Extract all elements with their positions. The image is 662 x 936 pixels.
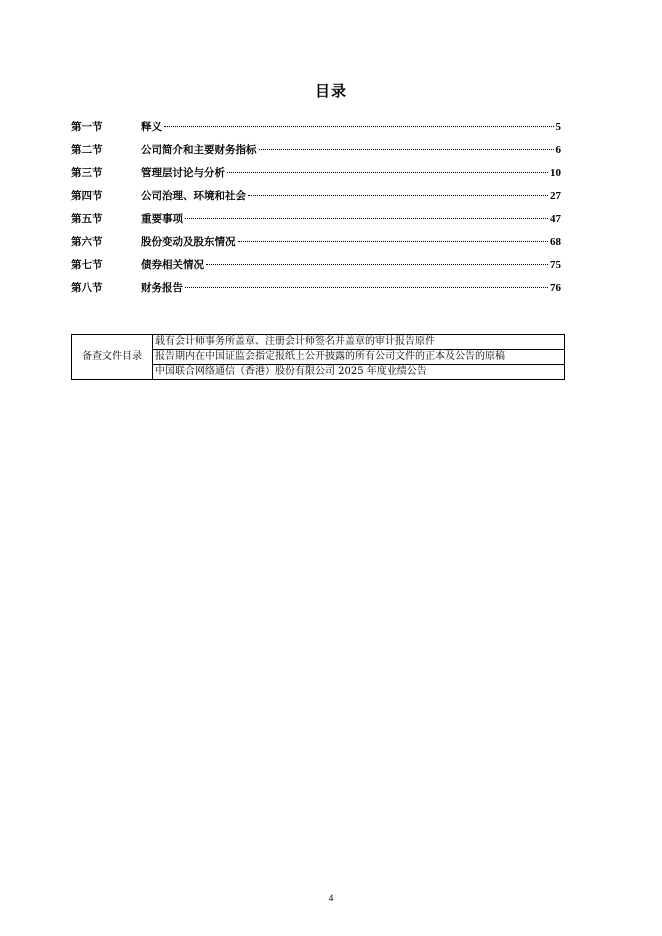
- table-row: [72, 335, 565, 350]
- toc-section-number: 第四节: [71, 190, 103, 202]
- toc-section-title: 股份变动及股东情况: [141, 236, 236, 248]
- reference-document-item: 载有会计师事务所盖章、注册会计师签名并盖章的审计报告原件: [153, 335, 565, 350]
- toc-dot-leader: [185, 218, 548, 219]
- toc-section-title: 管理层讨论与分析: [141, 167, 225, 179]
- toc-section-number: 第五节: [71, 213, 103, 225]
- toc-entry[interactable]: [71, 188, 561, 211]
- toc-entry[interactable]: [71, 119, 561, 142]
- toc-dot-leader: [238, 241, 549, 242]
- toc-section-number: 第六节: [71, 236, 103, 248]
- toc-section-title: 财务报告: [141, 282, 183, 294]
- toc-page-number: 5: [555, 121, 561, 133]
- toc-section-number: 第二节: [71, 144, 103, 156]
- toc-entry[interactable]: [71, 165, 561, 188]
- toc-entry[interactable]: [71, 142, 561, 165]
- toc-section-title: 债券相关情况: [141, 259, 204, 271]
- toc-page-number: 76: [550, 282, 561, 294]
- toc-section-number: 第三节: [71, 167, 103, 179]
- reference-document-item: 中国联合网络通信（香港）股份有限公司 2025 年度业绩公告: [153, 365, 565, 380]
- toc-dot-leader: [206, 264, 548, 265]
- toc-section-number: 第一节: [71, 121, 103, 133]
- toc-page-number: 10: [550, 167, 561, 179]
- toc-page-number: 6: [555, 144, 561, 156]
- toc-section-title: 公司治理、环境和社会: [141, 190, 246, 202]
- reference-document-item: 报告期内在中国证监会指定报纸上公开披露的所有公司文件的正本及公告的原稿: [153, 350, 565, 365]
- table-of-contents: [71, 119, 561, 303]
- toc-dot-leader: [259, 149, 554, 150]
- toc-page-number: 68: [550, 236, 561, 248]
- page-title: 目录: [314, 82, 347, 100]
- page-number: 4: [328, 893, 334, 903]
- toc-section-number: 第七节: [71, 259, 103, 271]
- toc-entry[interactable]: [71, 257, 561, 280]
- toc-entry[interactable]: [71, 234, 561, 257]
- toc-page-number: 75: [550, 259, 561, 271]
- toc-entry[interactable]: [71, 280, 561, 303]
- toc-dot-leader: [185, 287, 548, 288]
- toc-page-number: 27: [550, 190, 561, 202]
- toc-dot-leader: [164, 126, 554, 127]
- reference-documents-table: [71, 334, 565, 380]
- toc-entry[interactable]: [71, 211, 561, 234]
- toc-dot-leader: [227, 172, 548, 173]
- toc-section-title: 重要事项: [141, 213, 183, 225]
- reference-documents-label: 备查文件目录: [72, 335, 153, 380]
- toc-dot-leader: [248, 195, 548, 196]
- toc-section-number: 第八节: [71, 282, 103, 294]
- toc-page-number: 47: [550, 213, 561, 225]
- toc-section-title: 公司简介和主要财务指标: [141, 144, 257, 156]
- toc-section-title: 释义: [141, 121, 162, 133]
